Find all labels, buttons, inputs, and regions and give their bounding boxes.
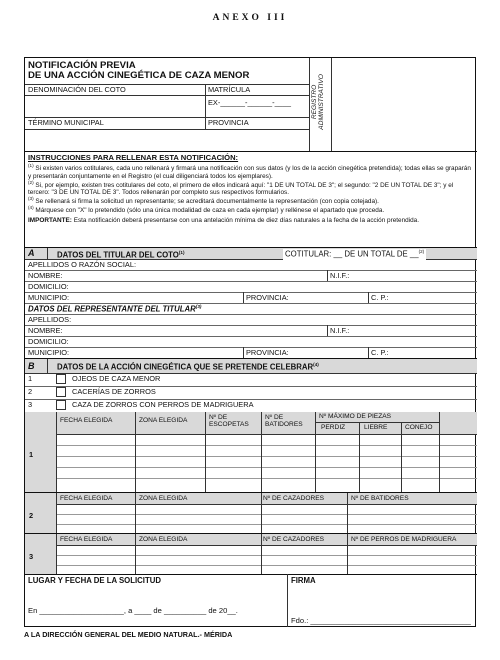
termino-label: TÉRMINO MUNICIPAL xyxy=(28,118,104,127)
apellidos-razon-label: APELLIDOS O RAZÓN SOCIAL: xyxy=(28,259,137,269)
signature-field[interactable]: Fdo.: ______________________________________ xyxy=(291,616,471,625)
instructions-heading: INSTRUCCIONES PARA RELLENAR ESTA NOTIFICACIÓN: xyxy=(28,153,239,162)
option-2-checkbox[interactable] xyxy=(56,387,66,397)
section-a-title: DATOS DEL TITULAR DEL COTO xyxy=(57,250,179,260)
important-text: Esta notificación deberá presentarse con una antelación mínima de diez días naturales a la fecha de la acción pretendida. xyxy=(73,217,420,225)
row-municipio xyxy=(25,292,477,304)
cotitular-field[interactable]: COTITULAR: __ DE UN TOTAL DE __$^{(2)}$ xyxy=(285,249,425,259)
option-1-label: OJEOS DE CAZA MENOR xyxy=(72,374,161,383)
provincia-label: PROVINCIA xyxy=(208,118,249,127)
domicilio-label: DOMICILIO: xyxy=(28,281,69,291)
important-label: IMPORTANTE: xyxy=(28,217,72,225)
form-title-line2: DE UNA ACCIÓN CINEGÉTICA DE CAZA MENOR xyxy=(28,70,250,82)
form-title-line1: NOTIFICACIÓN PREVIA xyxy=(28,60,136,71)
registro-box xyxy=(309,64,329,142)
t3-cazadores-label: Nº DE CAZADORES xyxy=(263,536,325,543)
row-rep-municipio xyxy=(25,347,477,358)
instruction-3: Se rellenará si firma la solicitud un representante; se acreditará documentalmente la representación (con copia cotejada). xyxy=(35,197,379,205)
t2-batidores-label: Nº DE BATIDORES xyxy=(351,495,409,502)
option-2-label: CACERÍAS DE ZORROS xyxy=(72,387,156,396)
row-apellidos-razon xyxy=(25,259,477,271)
matricula-label: MATRÍCULA xyxy=(208,85,251,94)
coto-label: DENOMINACIÓN DEL COTO xyxy=(28,85,126,94)
option-3-number: 3 xyxy=(28,400,33,409)
row-domicilio xyxy=(25,281,477,293)
t1-batidores-label: Nº DE BATIDORES xyxy=(265,414,303,429)
t1-liebre-label: LIEBRE xyxy=(364,424,388,431)
row-rep-apellidos xyxy=(25,314,477,326)
t3-perros-label: Nº DE PERROS DE MADRIGUERA xyxy=(351,536,457,543)
t3-fecha-label: FECHA ELEGIDA xyxy=(60,536,113,543)
option-3-label: CAZA DE ZORROS CON PERROS DE MADRIGUERA xyxy=(72,400,254,409)
firma-label: FIRMA xyxy=(291,576,316,585)
provincia-label-a: PROVINCIA: xyxy=(246,292,289,302)
place-date-field[interactable]: En ____________________, a ____ de __________ de 20__. xyxy=(28,606,238,615)
option-3-row xyxy=(25,399,477,413)
rep-municipio-label: MUNICIPIO: xyxy=(28,347,70,357)
table-3-number: 3 xyxy=(29,552,34,561)
rep-domicilio-label: DOMICILIO: xyxy=(28,336,69,346)
lugar-fecha-label: LUGAR Y FECHA DE LA SOLICITUD xyxy=(28,576,161,585)
instruction-4: Márquese con "X" lo pretendido (sólo una única modalidad de caza en cada ejemplar) y rellénese el apartado que proceda. xyxy=(35,207,385,215)
section-a-header: A DATOS DEL TITULAR DEL COTO$^{(1)}$ xyxy=(25,247,477,260)
row-nombre xyxy=(25,270,477,282)
instruction-1: Si existen varios cotitulares, cada uno rellenará y firmará una notificación con sus datos (y los de la acción cinegética pretendida); todas ellas se graparán y presentarán conjuntamente en el Registro (el cual diligenciará todos los ejemplares). xyxy=(28,165,471,180)
rep-provincia-label: PROVINCIA: xyxy=(246,347,289,357)
rep-cp-label: C. P.: xyxy=(371,347,389,357)
t1-perdiz-label: PERDIZ xyxy=(321,424,346,431)
option-1-checkbox[interactable] xyxy=(56,374,66,384)
t2-cazadores-label: Nº DE CAZADORES xyxy=(263,495,325,502)
option-1-row xyxy=(25,373,477,387)
section-a-letter: A xyxy=(28,248,35,258)
annex-title: ANEXO III xyxy=(212,13,288,23)
rep-title: DATOS DEL REPRESENTANTE DEL TITULAR xyxy=(28,304,196,314)
section-b-header: B DATOS DE LA ACCIÓN CINEGÉTICA QUE SE PRETENDE CELEBRAR$^{(4)}$ xyxy=(25,358,477,374)
municipio-label: MUNICIPIO: xyxy=(28,292,70,302)
t1-conejo-label: CONEJO xyxy=(405,424,433,431)
nombre-label: NOMBRE: xyxy=(28,270,63,280)
table-1-number: 1 xyxy=(29,450,34,459)
t2-zona-label: ZONA ELEGIDA xyxy=(139,495,188,502)
form-title xyxy=(28,61,249,81)
direction-line: A LA DIRECCIÓN GENERAL DEL MEDIO NATURAL.- MÉRIDA xyxy=(24,630,233,639)
row-rep-nombre xyxy=(25,325,477,337)
t1-zona-label: ZONA ELEGIDA xyxy=(139,417,188,424)
t1-fecha-label: FECHA ELEGIDA xyxy=(60,417,113,424)
t2-fecha-label: FECHA ELEGIDA xyxy=(60,495,113,502)
rep-apellidos-label: APELLIDOS: xyxy=(28,314,72,324)
form-header xyxy=(25,58,477,152)
rep-nombre-label: NOMBRE: xyxy=(28,325,63,335)
option-2-number: 2 xyxy=(28,387,33,396)
t1-escopetas-label: Nº DE ESCOPETAS xyxy=(209,414,249,429)
cp-label: C. P.: xyxy=(371,292,389,302)
t1-maximo-label: Nº MÁXIMO DE PIEZAS xyxy=(319,413,392,420)
registro-label: REGISTRO ADMINISTRATIVO xyxy=(311,74,325,130)
row-rep-title: DATOS DEL REPRESENTANTE DEL TITULAR$^{(3)}$ xyxy=(25,303,477,315)
rep-nif-label: N.I.F.: xyxy=(330,325,350,335)
notification-form xyxy=(24,57,476,627)
row-rep-domicilio xyxy=(25,336,477,348)
table-2-number: 2 xyxy=(29,511,34,520)
option-3-checkbox[interactable] xyxy=(56,400,66,410)
section-b-letter: B xyxy=(28,360,35,371)
instructions: INSTRUCCIONES PARA RELLENAR ESTA NOTIFICACIÓN: $^{(1)}$ Si existen varios cotitulares, cada uno rellenará y firmará una notificación con sus datos (y los de la acción cinegética pretendida); todas ellas se graparán y presentarán conjuntamente en el Registro (el cual diligenciará todos los ejemplares). $^{(2)}$ Si, por ejemplo, existen tres cotitulares del coto, el primero de ellos indicará aquí: "1 DE UN TOTAL DE 3"; el segundo: "2 DE UN TOTAL DE 3"; y el tercero: "3 DE UN TOTAL DE 3". Todos rellenarán por completo sus respectivos formularios. $^{(3)}$ Se rellenará si firma la solicitud un representante; se acreditará documentalmente la representación (con copia cotejada). $^{(4)}$ Márquese con "X" lo pretendido (sólo una única modalidad de caza en cada ejemplar) y rellénese el apartado que proceda. IMPORTANTE: Esta notificación deberá presentarse con una antelación mínima de diez días naturales a la fecha de la acción pretendida. xyxy=(28,154,474,224)
t3-zona-label: ZONA ELEGIDA xyxy=(139,536,188,543)
option-1-number: 1 xyxy=(28,374,33,383)
nif-label: N.I.F.: xyxy=(330,270,350,280)
instruction-2: Si, por ejemplo, existen tres cotitulares del coto, el primero de ellos indicará aquí: "1 DE UN TOTAL DE 3"; el segundo: "2 DE UN TOTAL DE 3"; y el tercero: "3 DE UN TOTAL DE 3". Todos rellenarán por completo sus respectivos formularios. xyxy=(28,181,454,196)
option-2-row xyxy=(25,386,477,400)
section-b-title: DATOS DE LA ACCIÓN CINEGÉTICA QUE SE PRETENDE CELEBRAR xyxy=(57,362,314,372)
matricula-field[interactable]: EX-______-______-____ xyxy=(208,98,292,107)
